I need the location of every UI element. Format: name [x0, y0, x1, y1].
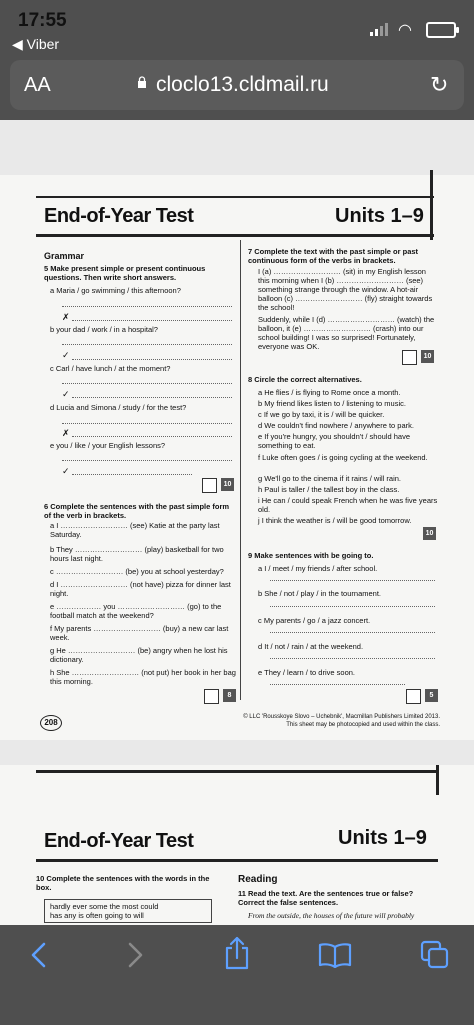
- signal-icon: [370, 22, 390, 36]
- answer-line[interactable]: [62, 383, 232, 384]
- answer-line[interactable]: [270, 632, 435, 633]
- wifi-icon: ◠: [398, 22, 412, 39]
- reading-text: From the outside, the houses of the future will probably: [248, 911, 415, 920]
- answer-line[interactable]: [62, 344, 232, 345]
- answer-line[interactable]: [62, 423, 232, 424]
- q6-item-c: c ……………………… (be) you at school yesterday?: [50, 567, 224, 576]
- q6-item-f: f My parents ……………………… (buy) a new car last week.: [50, 624, 229, 642]
- reload-icon[interactable]: ↻: [430, 72, 449, 97]
- q8-item-b: b My friend likes listen to / listening to music.: [258, 399, 406, 408]
- word-box-row-2: has any is often going to will: [50, 911, 144, 920]
- q9-item-d: d It / not / rain / at the weekend.: [258, 642, 364, 651]
- page-number: 208: [40, 715, 62, 731]
- url-text[interactable]: cloclo13.cldmail.ru: [156, 73, 329, 96]
- lock-icon: [136, 76, 148, 88]
- forward-icon[interactable]: [124, 942, 146, 968]
- answer-line[interactable]: [62, 460, 232, 461]
- side-rule: [430, 170, 433, 240]
- answer-line[interactable]: [270, 606, 435, 607]
- q7-instructions: 7 Complete the text with the past simple or past continuous form of the verbs in brackets.: [248, 247, 419, 265]
- max-score: 10: [221, 478, 234, 491]
- q9-item-e: e They / learn / to drive soon.: [258, 668, 355, 677]
- q6-instructions: 6 Complete the sentences with the past simple form of the verb in brackets.: [44, 502, 230, 520]
- share-icon[interactable]: [223, 936, 251, 970]
- answer-line[interactable]: [72, 397, 232, 398]
- q8-item-i: i He can / could speak French when he was five years old.: [258, 496, 438, 514]
- q10-instructions: 10 Complete the sentences with the words in the box.: [36, 874, 210, 892]
- q5-item-c: c Carl / have lunch / at the moment?: [50, 364, 171, 373]
- q7-line-6: Suddenly, while I (d) ……………………… (watch) the: [258, 315, 435, 324]
- answer-line[interactable]: [72, 436, 232, 437]
- q8-item-e: e If you're hungry, you shouldn't / should have something to eat.: [258, 432, 410, 450]
- score-box[interactable]: [402, 350, 417, 365]
- grammar-heading: Grammar: [44, 251, 85, 261]
- word-box-row-1: hardly ever some the most could: [50, 902, 159, 911]
- check-mark: ✓: [62, 389, 70, 399]
- answer-line[interactable]: [72, 359, 232, 360]
- q5-item-b: b your dad / work / in a hospital?: [50, 325, 158, 334]
- header-rule: [36, 770, 438, 773]
- answer-line[interactable]: [72, 474, 192, 475]
- answer-line[interactable]: [270, 684, 405, 685]
- q5-instructions: 5 Make present simple or present continuous questions. Then write short answers.: [44, 264, 206, 282]
- q7-line-5: the school!: [258, 303, 295, 312]
- q9-item-b: b She / not / play / in the tournament.: [258, 589, 381, 598]
- q11-instructions: 11 Read the text. Are the sentences true or false? Correct the false sentences.: [238, 889, 414, 907]
- units-title: Units 1–9: [335, 205, 424, 227]
- check-mark: ✓: [62, 466, 70, 476]
- q7-line-3: something strange through the window. A hot-air: [258, 285, 419, 294]
- answer-line[interactable]: [270, 580, 435, 581]
- q6-item-a: a I ……………………… (see) Katie at the party last Saturday.: [50, 521, 220, 539]
- tabs-icon[interactable]: [420, 940, 450, 970]
- q6-item-d: d I ……………………… (not have) pizza for dinner last night.: [50, 580, 231, 598]
- q9-instructions: 9 Make sentences with be going to.: [248, 551, 374, 560]
- q5-item-e: e you / like / your English lessons?: [50, 441, 166, 450]
- answer-line[interactable]: [270, 658, 435, 659]
- score-box[interactable]: [202, 478, 217, 493]
- max-score: 10: [421, 350, 434, 363]
- check-mark: ✓: [62, 350, 70, 360]
- q8-item-g: g We'll go to the cinema if it rains / will rain.: [258, 474, 402, 483]
- q8-instructions: 8 Circle the correct alternatives.: [248, 375, 362, 384]
- status-time: 17:55: [18, 10, 67, 31]
- q9-item-a: a I / meet / my friends / after school.: [258, 564, 378, 573]
- battery-icon: [426, 22, 456, 38]
- answer-line[interactable]: [72, 320, 232, 321]
- q5-item-d: d Lucia and Simona / study / for the test?: [50, 403, 187, 412]
- q8-item-f: f Luke often goes / is going cycling at the weekend.: [258, 453, 428, 462]
- q5-item-a: a Maria / go swimming / this afternoon?: [50, 286, 181, 295]
- page-title: End-of-Year Test: [44, 205, 194, 227]
- max-score: 5: [425, 689, 438, 702]
- q8-item-a: a He flies / is flying to Rome once a month.: [258, 388, 401, 397]
- reader-options-button[interactable]: AA: [24, 74, 51, 96]
- q8-item-j: j I think the weather is / will be good tomorrow.: [258, 516, 412, 525]
- page-title: End-of-Year Test: [44, 830, 194, 852]
- q9-item-c: c My parents / go / a jazz concert.: [258, 616, 371, 625]
- header-rule: [36, 196, 434, 198]
- copyright-line-2: This sheet may be photocopied and used within the class.: [286, 722, 440, 728]
- cross-mark: ✗: [62, 428, 70, 438]
- q6-item-e: e ……………… you ……………………… (go) to the football match at the weekend?: [50, 602, 222, 620]
- units-title: Units 1–9: [338, 827, 427, 849]
- reading-heading: Reading: [238, 874, 278, 885]
- q6-item-h: h She ……………………… (not put) her book in her bag this morning.: [50, 668, 236, 686]
- q8-item-h: h Paul is taller / the tallest boy in the class.: [258, 485, 400, 494]
- bookmarks-icon[interactable]: [318, 942, 352, 968]
- max-score: 10: [423, 527, 436, 540]
- q8-item-d: d We couldn't find nowhere / anywhere to park.: [258, 421, 414, 430]
- column-divider: [240, 240, 241, 700]
- q7-line-9: everyone was OK.: [258, 342, 320, 351]
- q7-line-4: balloon (c) ……………………… (fly) straight towards: [258, 294, 433, 303]
- q7-line-7: balloon, it (e) ……………………… (crash) into our: [258, 324, 424, 333]
- q6-item-g: g He ……………………… (be) angry when he lost his dictionary.: [50, 646, 228, 664]
- score-box[interactable]: [406, 689, 421, 704]
- copyright-line-1: © LLC 'Rousskoye Slovo – Uchebnik', Macmillan Publishers Limited 2013.: [243, 714, 440, 720]
- back-icon[interactable]: [28, 942, 50, 968]
- q7-line-1: I (a) ……………………… (sit) in my English lesson: [258, 267, 426, 276]
- q7-line-2: this morning when I (b) ……………………… (see): [258, 276, 424, 285]
- cross-mark: ✗: [62, 312, 70, 322]
- q7-line-8: school building! I was so surprised! Fortunately,: [258, 333, 416, 342]
- answer-line[interactable]: [62, 306, 232, 307]
- title-rule: [36, 234, 434, 237]
- q6-item-b: b They ……………………… (play) basketball for two hours last night.: [50, 545, 224, 563]
- q8-item-c: c If we go by taxi, it is / will be quicker.: [258, 410, 385, 419]
- side-rule: [436, 765, 439, 795]
- title-rule: [36, 859, 438, 862]
- score-box[interactable]: [204, 689, 219, 704]
- max-score: 8: [223, 689, 236, 702]
- back-to-app-link[interactable]: ◀ Viber: [12, 36, 60, 52]
